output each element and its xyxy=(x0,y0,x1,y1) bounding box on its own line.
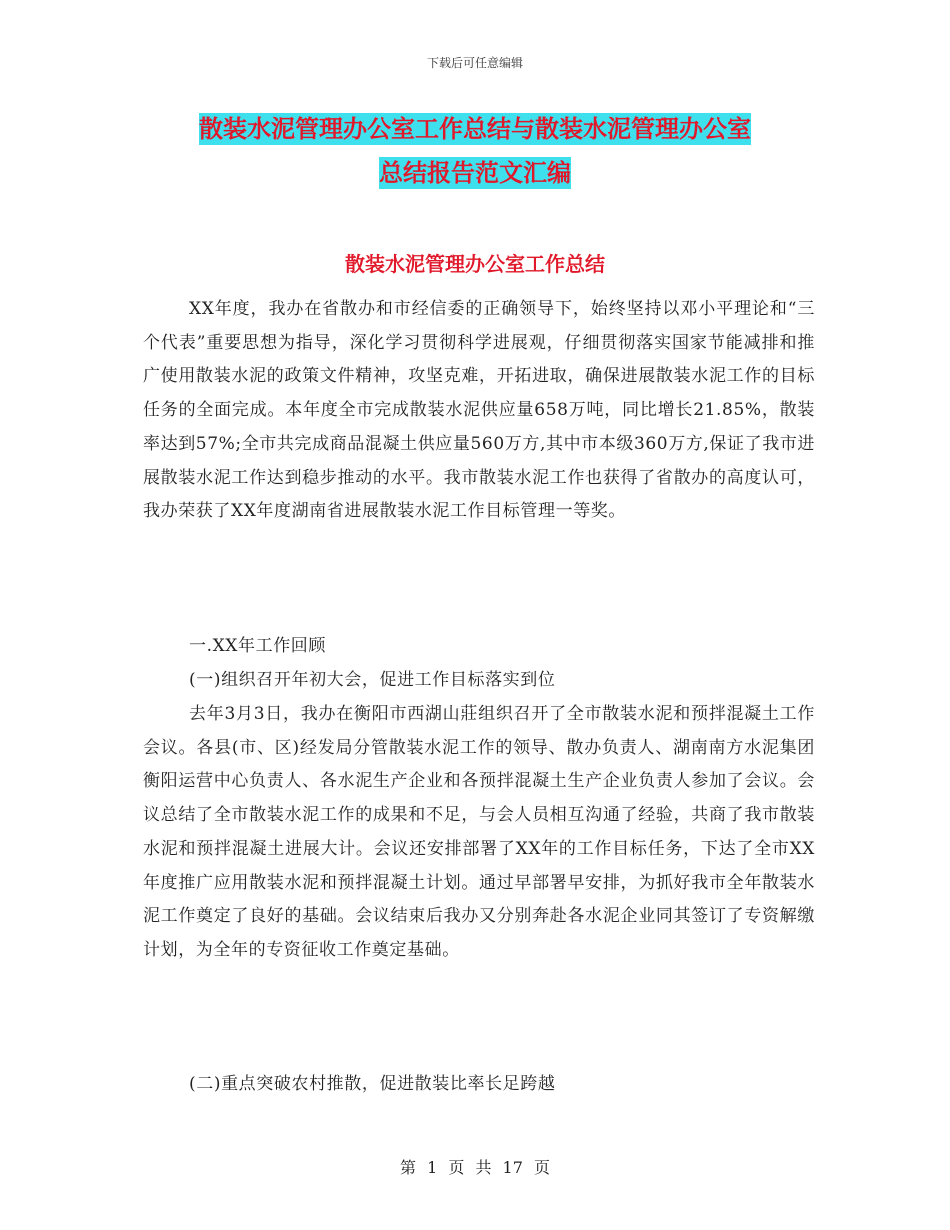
header-note: 下载后可任意编辑 xyxy=(426,56,523,70)
document-title-line-2 xyxy=(0,158,950,188)
heading-work-review: 一.XX年工作回顾 xyxy=(189,636,327,656)
document-title-line-1 xyxy=(0,114,950,144)
body-paragraph-intro: XX年度，我办在省散办和市经信委的正确领导下，始终坚持以邓小平理论和“三个代表”重要思想为指导，深化学习贯彻科学进展观，仔细贯彻落实国家节能减排和推广使用散装水泥的政策文件精神，攻坚克难，开拓进取，确保进展散装水泥工作的目标任务的全面完成。本年度全市完成散装水泥供应量658万吨，同比增长21.85%，散装率达到57%;全市共完成商品混凝土供应量560万方,其中市本级360万方,保证了我市进展散装水泥工作达到稳步推动的水平。我市散装水泥工作也获得了省散办的高度认可，我办荣获了XX年度湖南省进展散装水泥工作目标管理一等奖。 xyxy=(143,299,816,522)
section-title: 散装水泥管理办公室工作总结 xyxy=(345,252,605,276)
title-line-1-text: 散装水泥管理办公室工作总结与散装水泥管理办公室 xyxy=(199,115,751,143)
page-footer: 第 1 页 共 17 页 xyxy=(400,1158,550,1177)
title-line-2-text: 总结报告范文汇编 xyxy=(379,159,571,187)
body-paragraph-meeting: 去年3月3日，我办在衡阳市西湖山莊组织召开了全市散装水泥和预拌混凝土工作会议。各县(市、区)经发局分管散装水泥工作的领导、散办负责人、湖南南方水泥集团衡阳运营中心负责人、各水泥生产企业和各预拌混凝土生产企业负责人参加了会议。会议总结了全市散装水泥工作的成果和不足，与会人员相互沟通了经验，共商了我市散装水泥和预拌混凝土进展大计。会议还安排部署了XX年的工作目标任务，下达了全市XX年度推广应用散装水泥和预拌混凝土计划。通过早部署早安排，为抓好我市全年散装水泥工作奠定了良好的基础。会议结束后我办又分别奔赴各水泥企业同其签订了专资解缴计划，为全年的专资征收工作奠定基础。 xyxy=(143,704,815,960)
subheading-2: (二)重点突破农村推散，促进散装比率长足跨越 xyxy=(189,1074,556,1094)
subheading-1: (一)组织召开年初大会，促进工作目标落实到位 xyxy=(189,670,556,690)
